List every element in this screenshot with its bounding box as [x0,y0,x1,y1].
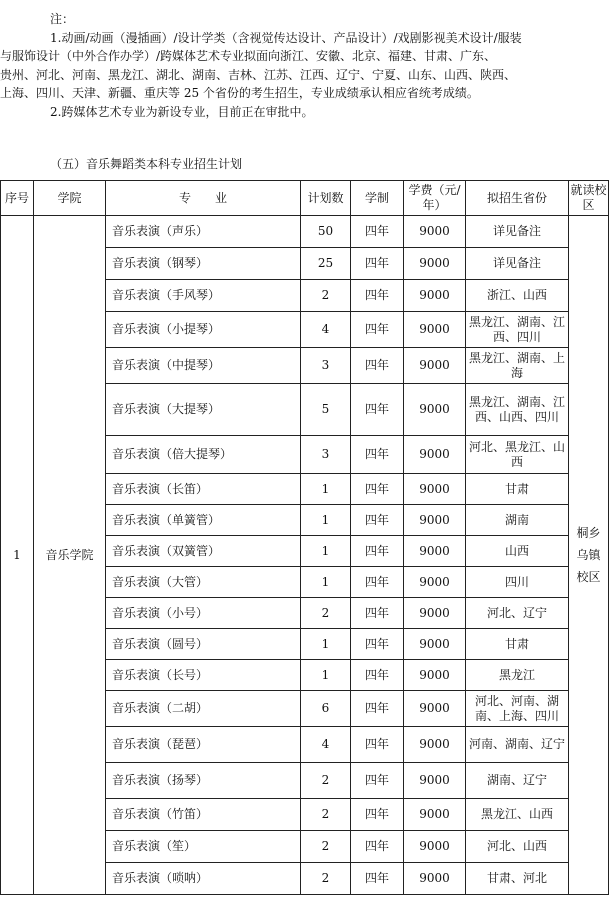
cell-provinces: 河北、山西 [466,831,569,863]
cell-provinces: 黑龙江、山西 [466,799,569,831]
cell-fee: 9000 [404,248,466,280]
cell-fee: 9000 [404,536,466,567]
cell-duration: 四年 [351,216,404,248]
cell-provinces: 山西 [466,536,569,567]
cell-duration: 四年 [351,474,404,505]
note-line: 贵州、河北、河南、黑龙江、湖北、湖南、吉林、江苏、江西、辽宁、宁夏、山东、山西、陕西、 [0,67,517,82]
cell-fee: 9000 [404,629,466,660]
cell-major: 音乐表演（双簧管） [106,536,301,567]
cell-fee: 9000 [404,348,466,384]
cell-provinces: 黑龙江 [466,660,569,691]
cell-provinces: 四川 [466,567,569,598]
cell-count: 2 [301,799,351,831]
cell-fee: 9000 [404,384,466,436]
header-fee: 学费（元/年） [404,181,466,216]
cell-count: 2 [301,763,351,799]
cell-duration: 四年 [351,863,404,895]
header-duration: 学制 [351,181,404,216]
cell-provinces: 详见备注 [466,248,569,280]
cell-fee: 9000 [404,505,466,536]
cell-provinces: 河北、黑龙江、山西 [466,436,569,474]
cell-count: 1 [301,660,351,691]
cell-provinces: 黑龙江、湖南、江西、四川 [466,312,569,348]
cell-campus: 桐乡乌镇校区 [569,216,609,895]
cell-fee: 9000 [404,863,466,895]
cell-duration: 四年 [351,727,404,763]
cell-fee: 9000 [404,216,466,248]
cell-provinces: 湖南、辽宁 [466,763,569,799]
cell-count: 2 [301,280,351,312]
cell-major: 音乐表演（声乐） [106,216,301,248]
cell-fee: 9000 [404,567,466,598]
table-row [1,216,609,248]
header-provinces: 拟招生省份 [466,181,569,216]
cell-count: 1 [301,567,351,598]
cell-major: 音乐表演（钢琴） [106,248,301,280]
notes-block [0,10,600,122]
cell-major: 音乐表演（长笛） [106,474,301,505]
cell-duration: 四年 [351,348,404,384]
cell-count: 3 [301,436,351,474]
cell-count: 6 [301,691,351,727]
cell-count: 25 [301,248,351,280]
enrollment-plan-table [0,180,609,895]
cell-provinces: 河北、河南、湖南、上海、四川 [466,691,569,727]
cell-duration: 四年 [351,831,404,863]
cell-major: 音乐表演（手风琴） [106,280,301,312]
cell-count: 1 [301,536,351,567]
cell-duration: 四年 [351,248,404,280]
cell-major: 音乐表演（单簧管） [106,505,301,536]
cell-count: 50 [301,216,351,248]
cell-duration: 四年 [351,799,404,831]
cell-fee: 9000 [404,280,466,312]
cell-count: 1 [301,629,351,660]
note-line: 2.跨媒体艺术专业为新设专业，目前正在审批中。 [50,104,314,119]
cell-major: 音乐表演（唢呐） [106,863,301,895]
cell-duration: 四年 [351,536,404,567]
cell-major: 音乐表演（笙） [106,831,301,863]
cell-major: 音乐表演（扬琴） [106,763,301,799]
header-college: 学院 [34,181,106,216]
table-body [1,216,609,895]
cell-provinces: 河南、湖南、辽宁 [466,727,569,763]
cell-major: 音乐表演（圆号） [106,629,301,660]
section-title: （五）音乐舞蹈类本科专业招生计划 [50,157,243,171]
cell-major: 音乐表演（倍大提琴） [106,436,301,474]
cell-count: 1 [301,505,351,536]
header-major: 专 业 [106,181,301,216]
cell-duration: 四年 [351,763,404,799]
cell-duration: 四年 [351,505,404,536]
cell-count: 5 [301,384,351,436]
cell-fee: 9000 [404,799,466,831]
cell-duration: 四年 [351,629,404,660]
cell-major: 音乐表演（长号） [106,660,301,691]
cell-count: 2 [301,863,351,895]
cell-count: 1 [301,474,351,505]
header-seq: 序号 [1,181,34,216]
cell-count: 4 [301,312,351,348]
cell-fee: 9000 [404,598,466,629]
cell-count: 2 [301,598,351,629]
cell-fee: 9000 [404,763,466,799]
cell-college: 音乐学院 [34,216,106,895]
cell-provinces: 湖南 [466,505,569,536]
cell-duration: 四年 [351,598,404,629]
cell-provinces: 甘肃 [466,629,569,660]
cell-major: 音乐表演（中提琴） [106,348,301,384]
cell-major: 音乐表演（二胡） [106,691,301,727]
cell-fee: 9000 [404,312,466,348]
cell-provinces: 甘肃、河北 [466,863,569,895]
cell-seq: 1 [1,216,34,895]
cell-fee: 9000 [404,474,466,505]
cell-duration: 四年 [351,280,404,312]
cell-major: 音乐表演（大管） [106,567,301,598]
note-line: 与服饰设计（中外合作办学）/跨媒体艺术专业拟面向浙江、安徽、北京、福建、甘肃、广东、 [0,49,497,64]
header-campus: 就读校区 [569,181,609,216]
cell-fee: 9000 [404,727,466,763]
cell-fee: 9000 [404,660,466,691]
cell-duration: 四年 [351,567,404,598]
cell-major: 音乐表演（琵琶） [106,727,301,763]
cell-duration: 四年 [351,691,404,727]
cell-provinces: 河北、辽宁 [466,598,569,629]
cell-duration: 四年 [351,436,404,474]
cell-count: 2 [301,831,351,863]
cell-duration: 四年 [351,312,404,348]
cell-major: 音乐表演（大提琴） [106,384,301,436]
note-line: 1.动画/动画（漫插画）/设计学类（含视觉传达设计、产品设计）/戏剧影视美术设计/服装 [50,30,522,45]
cell-provinces: 浙江、山西 [466,280,569,312]
cell-provinces: 黑龙江、湖南、上海 [466,348,569,384]
cell-count: 3 [301,348,351,384]
cell-count: 4 [301,727,351,763]
cell-fee: 9000 [404,436,466,474]
cell-provinces: 详见备注 [466,216,569,248]
cell-fee: 9000 [404,831,466,863]
table-header-row [1,181,609,216]
cell-major: 音乐表演（竹笛） [106,799,301,831]
cell-major: 音乐表演（小提琴） [106,312,301,348]
cell-duration: 四年 [351,384,404,436]
cell-duration: 四年 [351,660,404,691]
note-line: 上海、四川、天津、新疆、重庆等 25 个省份的考生招生，专业成绩承认相应省统考成绩。 [0,86,479,101]
notes-label: 注： [50,12,75,26]
cell-provinces: 甘肃 [466,474,569,505]
cell-provinces: 黑龙江、湖南、江西、山西、四川 [466,384,569,436]
cell-major: 音乐表演（小号） [106,598,301,629]
cell-fee: 9000 [404,691,466,727]
header-count: 计划数 [301,181,351,216]
